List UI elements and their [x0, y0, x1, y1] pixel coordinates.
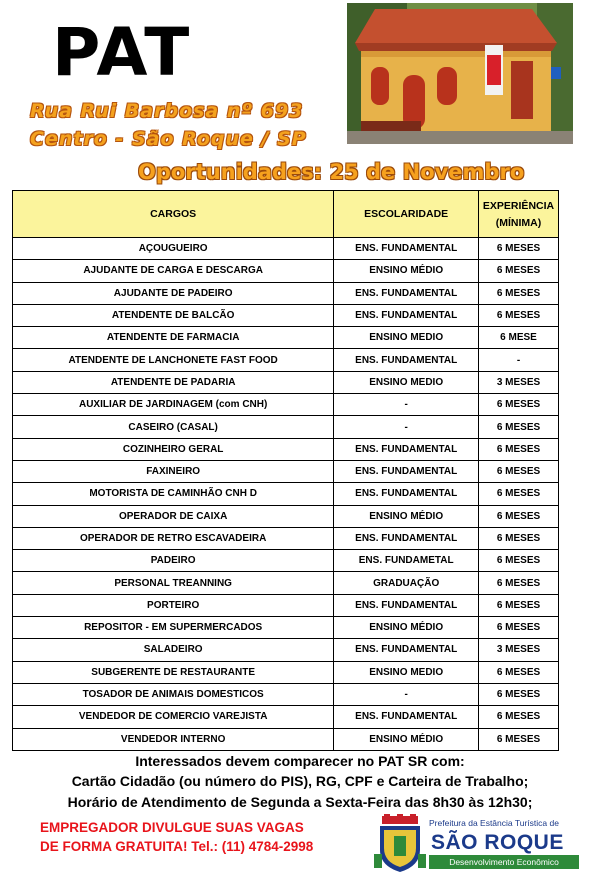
cell-escolaridade: ENS. FUNDAMENTAL [334, 594, 479, 616]
cell-experiencia: 6 MESES [479, 260, 559, 282]
table-header-row [13, 191, 559, 238]
cell-cargo: PORTEIRO [13, 594, 334, 616]
cell-escolaridade: ENS. FUNDAMENTAL [334, 639, 479, 661]
cell-experiencia: 6 MESES [479, 394, 559, 416]
cell-cargo: AJUDANTE DE PADEIRO [13, 282, 334, 304]
cell-experiencia: 6 MESES [479, 527, 559, 549]
cell-experiencia: 6 MESES [479, 683, 559, 705]
building-photo [347, 3, 573, 144]
cell-cargo: FAXINEIRO [13, 460, 334, 482]
cell-escolaridade: - [334, 416, 479, 438]
footer-instructions: Interessados devem comparecer no PAT SR com: [135, 753, 465, 769]
employer-notice-line1: EMPREGADOR DIVULGUE SUAS VAGAS [40, 820, 304, 835]
table-row [13, 550, 559, 572]
table-row [13, 460, 559, 482]
cell-experiencia: 3 MESES [479, 371, 559, 393]
cell-escolaridade: ENS. FUNDAMENTAL [334, 460, 479, 482]
cell-experiencia: 6 MESES [479, 661, 559, 683]
cell-escolaridade: - [334, 394, 479, 416]
cell-escolaridade: ENS. FUNDAMENTAL [334, 238, 479, 260]
cell-escolaridade: ENSINO MEDIO [334, 327, 479, 349]
cell-escolaridade: ENSINO MEDIO [334, 371, 479, 393]
table-row [13, 617, 559, 639]
cell-experiencia: 6 MESES [479, 728, 559, 750]
cell-experiencia: 6 MESES [479, 706, 559, 728]
cell-cargo: PERSONAL TREANNING [13, 572, 334, 594]
cell-cargo: AÇOUGUEIRO [13, 238, 334, 260]
jobs-table [12, 190, 559, 751]
cell-escolaridade: - [334, 683, 479, 705]
table-row [13, 483, 559, 505]
table-row [13, 639, 559, 661]
table-row [13, 438, 559, 460]
address-street: Rua Rui Barbosa nº 693 [30, 100, 304, 122]
cell-escolaridade: ENSINO MÉDIO [334, 617, 479, 639]
cell-experiencia: 6 MESES [479, 460, 559, 482]
cell-escolaridade: GRADUAÇÃO [334, 572, 479, 594]
department-label: Desenvolvimento Econômico [429, 855, 579, 869]
footer-hours: Horário de Atendimento de Segunda a Sexta-Feira das 8h30 às 12h30; [67, 794, 533, 810]
cell-cargo: ATENDENTE DE PADARIA [13, 371, 334, 393]
cell-escolaridade: ENS. FUNDAMENTAL [334, 349, 479, 371]
header-experiencia [479, 191, 559, 238]
cell-cargo: SUBGERENTE DE RESTAURANTE [13, 661, 334, 683]
cell-experiencia: 3 MESES [479, 639, 559, 661]
cell-cargo: OPERADOR DE RETRO ESCAVADEIRA [13, 527, 334, 549]
cell-experiencia: 6 MESES [479, 505, 559, 527]
table-row [13, 728, 559, 750]
cell-escolaridade: ENS. FUNDAMETAL [334, 550, 479, 572]
header-experiencia-line1: EXPERIÊNCIA [482, 199, 555, 212]
footer-documents: Cartão Cidadão (ou número do PIS), RG, CPF e Carteira de Trabalho; [71, 773, 529, 789]
cell-cargo: ATENDENTE DE LANCHONETE FAST FOOD [13, 349, 334, 371]
cell-cargo: ATENDENTE DE BALCÃO [13, 304, 334, 326]
cell-cargo: COZINHEIRO GERAL [13, 438, 334, 460]
cell-escolaridade: ENS. FUNDAMENTAL [334, 304, 479, 326]
cell-escolaridade: ENSINO MÉDIO [334, 728, 479, 750]
cell-escolaridade: ENSINO MÉDIO [334, 260, 479, 282]
cell-cargo: VENDEDOR DE COMERCIO VAREJISTA [13, 706, 334, 728]
table-row [13, 416, 559, 438]
table-row [13, 282, 559, 304]
table-row [13, 683, 559, 705]
table-row [13, 527, 559, 549]
cell-cargo: VENDEDOR INTERNO [13, 728, 334, 750]
prefeitura-label: Prefeitura da Estância Turística de [429, 818, 559, 828]
table-row [13, 304, 559, 326]
cell-experiencia: 6 MESES [479, 438, 559, 460]
cell-experiencia: 6 MESES [479, 617, 559, 639]
table-row [13, 594, 559, 616]
cell-cargo: PADEIRO [13, 550, 334, 572]
cell-cargo: ATENDENTE DE FARMACIA [13, 327, 334, 349]
table-row [13, 260, 559, 282]
cell-escolaridade: ENSINO MEDIO [334, 661, 479, 683]
cell-cargo: CASEIRO (CASAL) [13, 416, 334, 438]
cell-experiencia: 6 MESES [479, 483, 559, 505]
cell-cargo: AUXILIAR DE JARDINAGEM (com CNH) [13, 394, 334, 416]
cell-escolaridade: ENS. FUNDAMENTAL [334, 282, 479, 304]
header-experiencia-line2: (MÍNIMA) [495, 216, 542, 229]
cell-experiencia: 6 MESES [479, 416, 559, 438]
address-city: Centro - São Roque / SP [30, 128, 307, 150]
header-escolaridade: ESCOLARIDADE [334, 191, 479, 238]
table-row [13, 505, 559, 527]
table-row [13, 371, 559, 393]
employer-notice-line2: DE FORMA GRATUITA! Tel.: (11) 4784-2998 [40, 839, 314, 854]
city-crest-icon [374, 814, 426, 874]
cell-escolaridade: ENS. FUNDAMENTAL [334, 483, 479, 505]
cell-cargo: SALADEIRO [13, 639, 334, 661]
cell-escolaridade: ENSINO MÉDIO [334, 505, 479, 527]
cell-experiencia: 6 MESES [479, 304, 559, 326]
table-row [13, 327, 559, 349]
city-name: SÃO ROQUE [431, 831, 564, 854]
header-cargos: CARGOS [13, 191, 334, 238]
cell-escolaridade: ENS. FUNDAMENTAL [334, 438, 479, 460]
cell-cargo: OPERADOR DE CAIXA [13, 505, 334, 527]
cell-experiencia: 6 MESES [479, 594, 559, 616]
table-row [13, 238, 559, 260]
cell-experiencia: 6 MESES [479, 282, 559, 304]
table-row [13, 661, 559, 683]
sao-roque-logo [374, 812, 590, 876]
cell-experiencia: 6 MESE [479, 327, 559, 349]
cell-escolaridade: ENS. FUNDAMENTAL [334, 527, 479, 549]
opportunities-title: Oportunidades: 25 de Novembro [138, 160, 525, 184]
pat-logo: PAT [52, 14, 192, 91]
cell-cargo: REPOSITOR - EM SUPERMERCADOS [13, 617, 334, 639]
cell-experiencia: 6 MESES [479, 572, 559, 594]
table-row [13, 349, 559, 371]
cell-experiencia: 6 MESES [479, 238, 559, 260]
cell-experiencia: 6 MESES [479, 550, 559, 572]
table-row [13, 572, 559, 594]
cell-cargo: TOSADOR DE ANIMAIS DOMESTICOS [13, 683, 334, 705]
cell-escolaridade: ENS. FUNDAMENTAL [334, 706, 479, 728]
cell-cargo: AJUDANTE DE CARGA E DESCARGA [13, 260, 334, 282]
table-row [13, 394, 559, 416]
table-row [13, 706, 559, 728]
cell-cargo: MOTORISTA DE CAMINHÃO CNH D [13, 483, 334, 505]
cell-experiencia: - [479, 349, 559, 371]
